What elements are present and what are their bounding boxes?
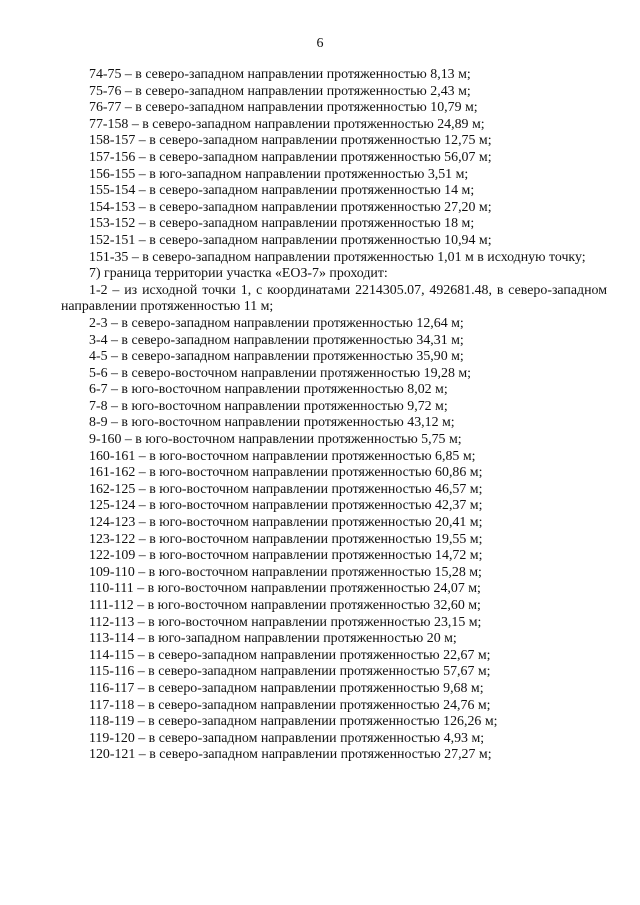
boundary-line: 4-5 – в северо-западном направлении протяженностью 35,90 м; [89,349,464,365]
boundary-line: 122-109 – в юго-восточном направлении протяженностью 14,72 м; [89,548,483,564]
boundary-line: 3-4 – в северо-западном направлении протяженностью 34,31 м; [89,332,464,348]
boundary-line: 74-75 – в северо-западном направлении протяженностью 8,13 м; [89,67,471,82]
boundary-line: 124-123 – в юго-восточном направлении протяженностью 20,41 м; [89,515,483,531]
boundary-line: 157-156 – в северо-западном направлении протяженностью 56,07 м; [89,149,492,165]
boundary-line: 112-113 – в юго-восточном направлении протяженностью 23,15 м; [89,614,482,630]
boundary-line: 118-119 – в северо-западном направлении протяженностью 126,26 м; [89,714,498,730]
boundary-line: 75-76 – в северо-западном направлении протяженностью 2,43 м; [89,83,471,99]
boundary-line: 109-110 – в юго-восточном направлении протяженностью 15,28 м; [89,564,482,580]
boundary-line: 125-124 – в юго-восточном направлении протяженностью 42,37 м; [89,498,483,514]
boundary-line: 76-77 – в северо-западном направлении протяженностью 10,79 м; [89,100,478,116]
boundary-line: 115-116 – в северо-западном направлении протяженностью 57,67 м; [89,664,491,680]
boundary-line: 7-8 – в юго-восточном направлении протяженностью 9,72 м; [89,398,448,414]
boundary-line: 113-114 – в юго-западном направлении протяженностью 20 м; [89,631,457,647]
boundary-line: 155-154 – в северо-западном направлении протяженностью 14 м; [89,183,475,199]
boundary-line: 160-161 – в юго-восточном направлении протяженностью 6,85 м; [89,448,476,464]
boundary-line: 153-152 – в северо-западном направлении протяженностью 18 м; [89,216,475,232]
boundary-line: 117-118 – в северо-западном направлении протяженностью 24,76 м; [89,697,491,713]
boundary-line: 6-7 – в юго-восточном направлении протяженностью 8,02 м; [89,382,448,398]
boundary-list-b [61,316,607,764]
boundary-paragraph-1-2: 1-2 – из исходной точки 1, с координатами 2214305.07, 492681.48, в северо-западном направлении протяженностью 11 м; [61,282,607,315]
boundary-line: 162-125 – в юго-восточном направлении протяженностью 46,57 м; [89,481,483,497]
boundary-line: 114-115 – в северо-западном направлении протяженностью 22,67 м; [89,647,491,663]
page-number: 6 [316,36,324,51]
boundary-line: 8-9 – в юго-восточном направлении протяженностью 43,12 м; [89,415,455,431]
boundary-line: 158-157 – в северо-западном направлении протяженностью 12,75 м; [89,133,492,149]
boundary-line: 2-3 – в северо-западном направлении протяженностью 12,64 м; [89,315,464,331]
boundary-line: 123-122 – в юго-восточном направлении протяженностью 19,55 м; [89,531,483,547]
boundary-line: 161-162 – в юго-восточном направлении протяженностью 60,86 м; [89,465,483,481]
boundary-line: 156-155 – в юго-западном направлении протяженностью 3,51 м; [89,166,469,182]
boundary-line: 119-120 – в северо-западном направлении протяженностью 4,93 м; [89,730,485,746]
section-heading: 7) граница территории участка «ЕОЗ-7» проходит: [89,266,388,282]
boundary-paragraph-151-35: 151-35 – в северо-западном направлении протяженностью 1,01 м в исходную точку; [89,249,586,265]
boundary-line: 111-112 – в юго-восточном направлении протяженностью 32,60 м; [89,598,481,613]
boundary-line: 5-6 – в северо-восточном направлении протяженностью 19,28 м; [89,365,472,381]
boundary-list-a [61,67,607,250]
boundary-line: 110-111 – в юго-восточном направлении протяженностью 24,07 м; [89,581,481,597]
boundary-line: 152-151 – в северо-западном направлении протяженностью 10,94 м; [89,232,492,248]
document-body [61,67,607,764]
boundary-line: 9-160 – в юго-восточном направлении протяженностью 5,75 м; [89,432,462,448]
boundary-line: 116-117 – в северо-западном направлении протяженностью 9,68 м; [89,680,484,696]
boundary-line: 77-158 – в северо-западном направлении протяженностью 24,89 м; [89,116,485,132]
boundary-line: 120-121 – в северо-западном направлении протяженностью 27,27 м; [89,747,492,763]
boundary-line: 154-153 – в северо-западном направлении протяженностью 27,20 м; [89,199,492,215]
